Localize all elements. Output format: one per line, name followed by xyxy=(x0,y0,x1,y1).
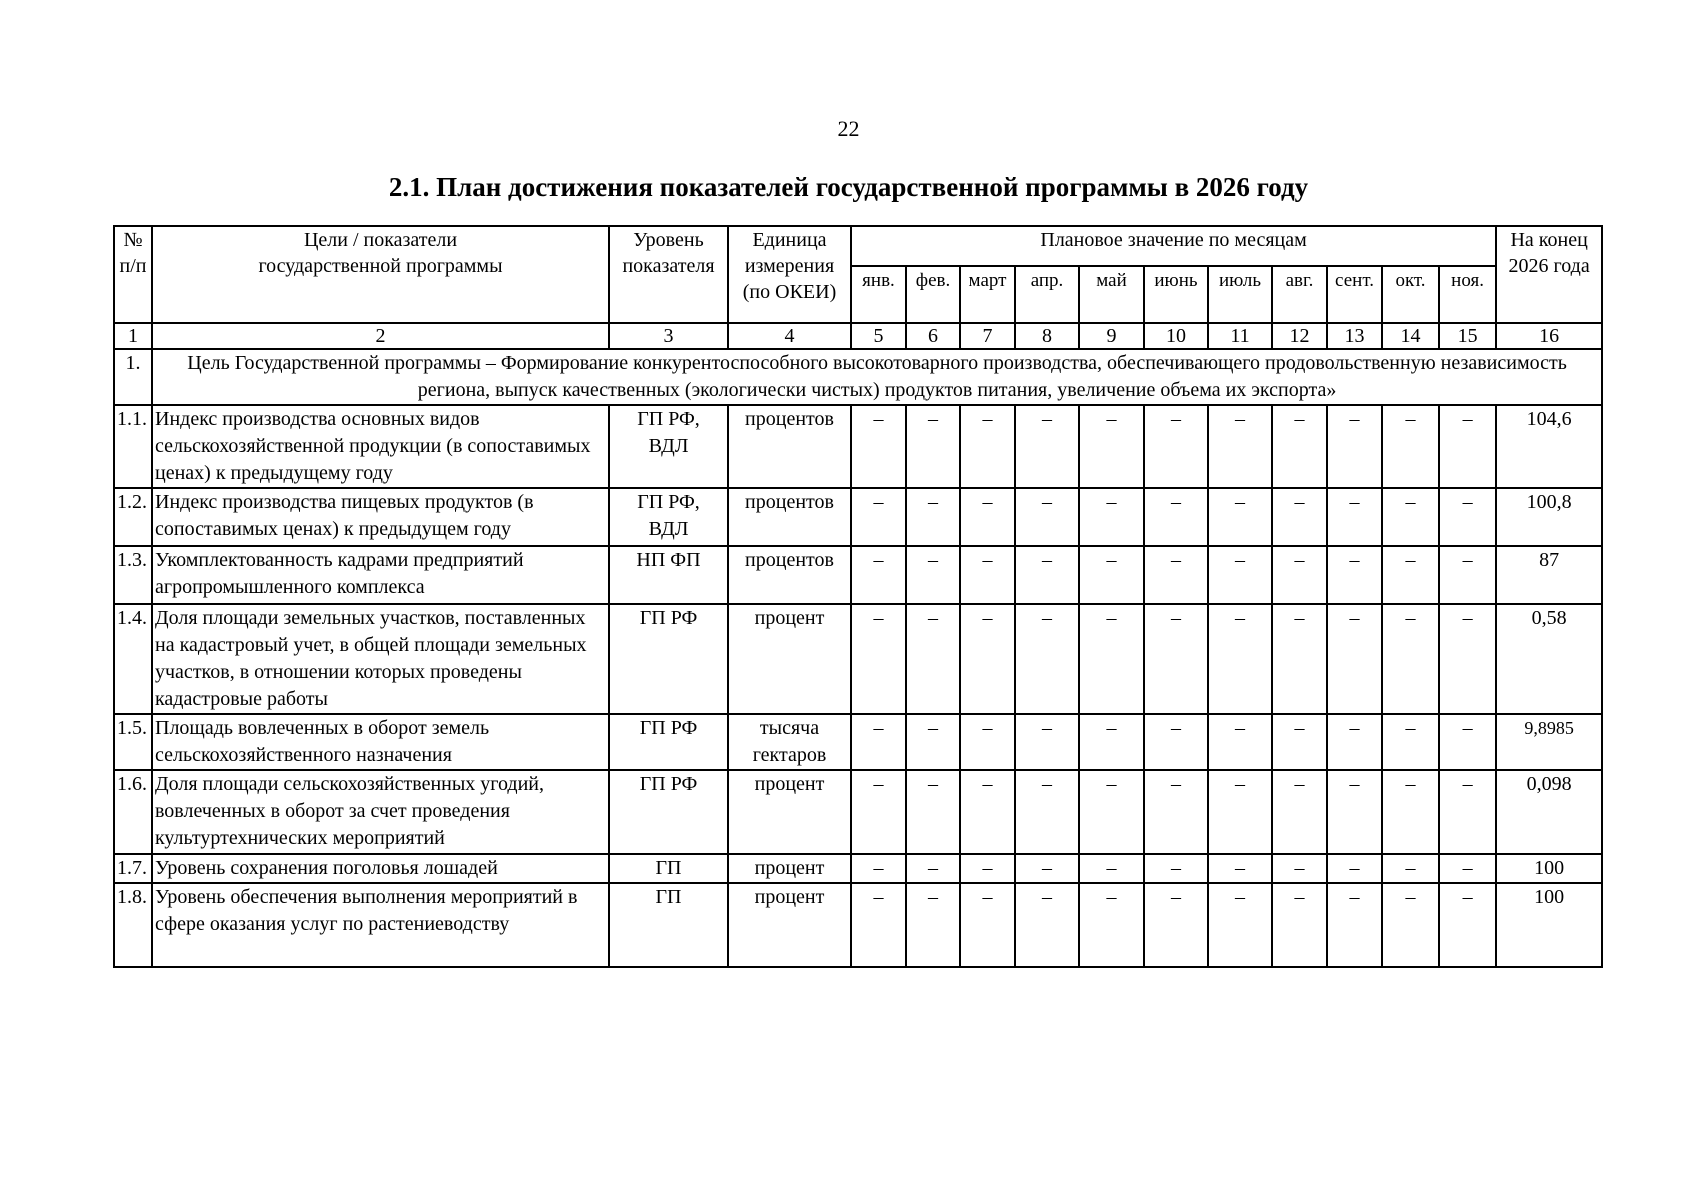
page-number: 22 xyxy=(837,116,860,141)
column-number: 4 xyxy=(728,323,851,349)
row-month-value: – xyxy=(851,488,906,546)
row-name: Индекс производства пищевых продуктов (в сопоставимых ценах) к предыдущем году xyxy=(152,488,609,546)
row-month-value: – xyxy=(1382,770,1439,854)
row-level: ГП РФ xyxy=(609,714,728,770)
table-row xyxy=(114,546,1602,604)
row-month-value: – xyxy=(906,546,960,604)
header-month: янв. xyxy=(851,266,906,323)
column-number: 8 xyxy=(1015,323,1079,349)
column-number: 2 xyxy=(152,323,609,349)
column-number: 12 xyxy=(1272,323,1327,349)
column-number: 10 xyxy=(1144,323,1208,349)
row-month-value: – xyxy=(851,854,906,883)
table-row xyxy=(114,854,1602,883)
row-month-value: – xyxy=(1439,854,1496,883)
header-plan: Плановое значение по месяцам xyxy=(851,226,1496,266)
row-month-value: – xyxy=(906,770,960,854)
row-month-value: – xyxy=(1079,854,1144,883)
row-name: Уровень обеспечения выполнения мероприятий в сфере оказания услуг по растениеводству xyxy=(152,883,609,967)
column-number: 6 xyxy=(906,323,960,349)
row-month-value: – xyxy=(1144,405,1208,488)
row-unit: процент xyxy=(728,854,851,883)
row-unit: процент xyxy=(728,604,851,714)
row-month-value: – xyxy=(1382,405,1439,488)
row-month-value: – xyxy=(1327,488,1382,546)
column-number: 11 xyxy=(1208,323,1272,349)
column-number: 7 xyxy=(960,323,1015,349)
row-month-value: – xyxy=(906,883,960,967)
column-number: 1 xyxy=(114,323,152,349)
row-month-value: – xyxy=(1208,883,1272,967)
row-month-value: – xyxy=(1272,488,1327,546)
column-number: 9 xyxy=(1079,323,1144,349)
row-num: 1.4. xyxy=(114,604,152,714)
row-month-value: – xyxy=(1272,770,1327,854)
row-month-value: – xyxy=(1079,883,1144,967)
row-name: Площадь вовлеченных в оборот земель сельскохозяйственного назначения xyxy=(152,714,609,770)
row-month-value: – xyxy=(1015,714,1079,770)
row-month-value: – xyxy=(1208,770,1272,854)
header-end: На конец 2026 года xyxy=(1496,226,1602,323)
column-number: 5 xyxy=(851,323,906,349)
row-unit: процентов xyxy=(728,546,851,604)
row-month-value: – xyxy=(1327,714,1382,770)
row-month-value: – xyxy=(1382,488,1439,546)
column-number: 3 xyxy=(609,323,728,349)
row-month-value: – xyxy=(1382,883,1439,967)
row-month-value: – xyxy=(1439,883,1496,967)
row-month-value: – xyxy=(1079,604,1144,714)
row-month-value: – xyxy=(851,546,906,604)
row-month-value: – xyxy=(1272,854,1327,883)
row-month-value: – xyxy=(1272,714,1327,770)
header-month: май xyxy=(1079,266,1144,323)
goal-text: Цель Государственной программы – Формирование конкурентоспособного высокотоварного производства, обеспечивающего продовольственную независимость региона, выпуск качественных (экологически чистых) продуктов питания, увеличение объема их экспорта» xyxy=(152,349,1602,405)
row-month-value: – xyxy=(1327,405,1382,488)
row-name: Доля площади земельных участков, поставленных на кадастровый учет, в общей площади земельных участков, в отношении которых проведены кадастровые работы xyxy=(152,604,609,714)
row-month-value: – xyxy=(960,546,1015,604)
header-month: март xyxy=(960,266,1015,323)
column-number: 13 xyxy=(1327,323,1382,349)
row-month-value: – xyxy=(1382,714,1439,770)
column-number: 16 xyxy=(1496,323,1602,349)
row-name: Уровень сохранения поголовья лошадей xyxy=(152,854,609,883)
row-level: ГП РФ, ВДЛ xyxy=(609,488,728,546)
row-month-value: – xyxy=(851,604,906,714)
row-month-value: – xyxy=(1382,854,1439,883)
row-level: НП ФП xyxy=(609,546,728,604)
row-month-value: – xyxy=(1208,714,1272,770)
header-month: окт. xyxy=(1382,266,1439,323)
row-month-value: – xyxy=(1079,546,1144,604)
row-month-value: – xyxy=(906,604,960,714)
row-level: ГП xyxy=(609,854,728,883)
row-month-value: – xyxy=(1327,770,1382,854)
row-month-value: – xyxy=(960,405,1015,488)
row-month-value: – xyxy=(1439,405,1496,488)
row-month-value: – xyxy=(1144,546,1208,604)
row-month-value: – xyxy=(906,714,960,770)
header-month: сент. xyxy=(1327,266,1382,323)
row-end-value: 104,6 xyxy=(1496,405,1602,488)
row-level: ГП РФ xyxy=(609,770,728,854)
column-number: 14 xyxy=(1382,323,1439,349)
table-row xyxy=(114,883,1602,967)
row-level: ГП РФ xyxy=(609,604,728,714)
row-month-value: – xyxy=(1079,405,1144,488)
row-month-value: – xyxy=(1272,883,1327,967)
row-month-value: – xyxy=(1208,546,1272,604)
row-month-value: – xyxy=(1439,714,1496,770)
row-month-value: – xyxy=(1327,854,1382,883)
row-month-value: – xyxy=(1015,488,1079,546)
column-number: 15 xyxy=(1439,323,1496,349)
row-num: 1.7. xyxy=(114,854,152,883)
row-end-value: 0,58 xyxy=(1496,604,1602,714)
row-month-value: – xyxy=(1208,405,1272,488)
row-num: 1.6. xyxy=(114,770,152,854)
row-month-value: – xyxy=(1015,405,1079,488)
indicator-plan-table xyxy=(113,225,1603,968)
table-row xyxy=(114,405,1602,488)
header-num: № п/п xyxy=(114,226,152,323)
row-month-value: – xyxy=(1272,405,1327,488)
row-num: 1.2. xyxy=(114,488,152,546)
row-month-value: – xyxy=(1327,883,1382,967)
row-month-value: – xyxy=(1327,546,1382,604)
header-goals: Цели / показатели государственной программы xyxy=(152,226,609,323)
row-month-value: – xyxy=(1439,770,1496,854)
row-month-value: – xyxy=(1208,854,1272,883)
row-month-value: – xyxy=(960,488,1015,546)
row-month-value: – xyxy=(1144,883,1208,967)
header-month: июнь xyxy=(1144,266,1208,323)
header-month: авг. xyxy=(1272,266,1327,323)
row-unit: процентов xyxy=(728,488,851,546)
row-end-value: 9,8985 xyxy=(1496,714,1602,770)
row-month-value: – xyxy=(1208,604,1272,714)
table-row xyxy=(114,770,1602,854)
row-end-value: 0,098 xyxy=(1496,770,1602,854)
row-end-value: 87 xyxy=(1496,546,1602,604)
row-month-value: – xyxy=(1144,854,1208,883)
row-month-value: – xyxy=(1208,488,1272,546)
header-level: Уровень показателя xyxy=(609,226,728,323)
row-unit: процентов xyxy=(728,405,851,488)
row-unit: тысяча гектаров xyxy=(728,714,851,770)
header-month: фев. xyxy=(906,266,960,323)
row-month-value: – xyxy=(960,770,1015,854)
row-month-value: – xyxy=(1439,546,1496,604)
goal-num: 1. xyxy=(114,349,152,405)
row-month-value: – xyxy=(1015,604,1079,714)
row-unit: процент xyxy=(728,883,851,967)
row-level: ГП xyxy=(609,883,728,967)
row-month-value: – xyxy=(960,883,1015,967)
table-row xyxy=(114,604,1602,714)
row-month-value: – xyxy=(851,405,906,488)
row-month-value: – xyxy=(1144,714,1208,770)
row-end-value: 100 xyxy=(1496,883,1602,967)
row-month-value: – xyxy=(906,854,960,883)
row-month-value: – xyxy=(1079,714,1144,770)
row-month-value: – xyxy=(1144,770,1208,854)
row-num: 1.8. xyxy=(114,883,152,967)
row-month-value: – xyxy=(906,405,960,488)
row-month-value: – xyxy=(1015,770,1079,854)
row-month-value: – xyxy=(906,488,960,546)
row-month-value: – xyxy=(1272,604,1327,714)
row-month-value: – xyxy=(1272,546,1327,604)
header-unit: Единица измерения (по ОКЕИ) xyxy=(728,226,851,323)
row-month-value: – xyxy=(1079,770,1144,854)
row-month-value: – xyxy=(1439,488,1496,546)
row-month-value: – xyxy=(960,604,1015,714)
row-month-value: – xyxy=(1144,488,1208,546)
row-month-value: – xyxy=(960,714,1015,770)
row-end-value: 100 xyxy=(1496,854,1602,883)
row-num: 1.5. xyxy=(114,714,152,770)
row-month-value: – xyxy=(1015,854,1079,883)
header-month: ноя. xyxy=(1439,266,1496,323)
table-row xyxy=(114,488,1602,546)
page-title: 2.1. План достижения показателей государственной программы в 2026 году xyxy=(388,172,1309,202)
table-row xyxy=(114,714,1602,770)
row-level: ГП РФ, ВДЛ xyxy=(609,405,728,488)
row-month-value: – xyxy=(960,854,1015,883)
row-month-value: – xyxy=(1439,604,1496,714)
row-end-value: 100,8 xyxy=(1496,488,1602,546)
row-month-value: – xyxy=(1382,604,1439,714)
row-name: Укомплектованность кадрами предприятий агропромышленного комплекса xyxy=(152,546,609,604)
row-month-value: – xyxy=(1015,546,1079,604)
row-month-value: – xyxy=(851,883,906,967)
row-month-value: – xyxy=(1079,488,1144,546)
row-name: Доля площади сельскохозяйственных угодий, вовлеченных в оборот за счет проведения культуртехнических мероприятий xyxy=(152,770,609,854)
row-month-value: – xyxy=(851,770,906,854)
row-name: Индекс производства основных видов сельскохозяйственной продукции (в сопоставимых ценах) к предыдущему году xyxy=(152,405,609,488)
row-month-value: – xyxy=(1015,883,1079,967)
row-month-value: – xyxy=(851,714,906,770)
row-num: 1.3. xyxy=(114,546,152,604)
row-month-value: – xyxy=(1327,604,1382,714)
header-month: апр. xyxy=(1015,266,1079,323)
row-unit: процент xyxy=(728,770,851,854)
header-month: июль xyxy=(1208,266,1272,323)
row-num: 1.1. xyxy=(114,405,152,488)
row-month-value: – xyxy=(1382,546,1439,604)
row-month-value: – xyxy=(1144,604,1208,714)
